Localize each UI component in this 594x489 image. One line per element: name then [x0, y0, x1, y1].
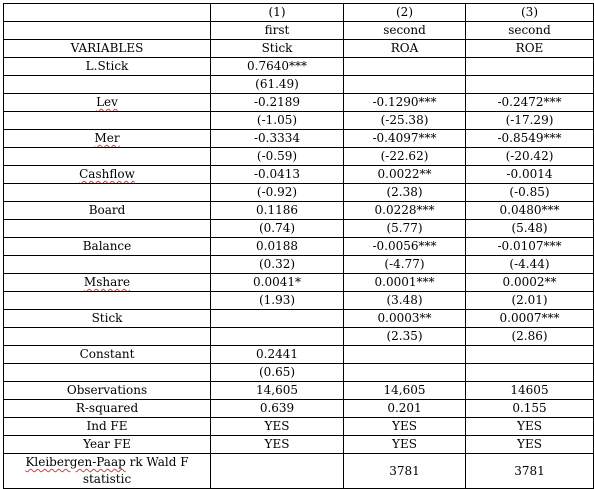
t-statistic-cell: (0.74) [211, 220, 344, 238]
t-statistic-cell: (5.48) [466, 220, 594, 238]
coefficient-cell: 0.0001*** [344, 274, 466, 292]
t-statistic-cell: (-4.44) [466, 256, 594, 274]
row-label-cell [4, 22, 211, 40]
variable-label: L.Stick [4, 58, 211, 76]
empty-label-cell [4, 220, 211, 238]
variable-label-text: Mer [94, 131, 120, 145]
row-label-cell: VARIABLES [4, 40, 211, 58]
statistic-cell: 0.639 [211, 400, 344, 418]
coefficient-cell: 0.1186 [211, 202, 344, 220]
t-statistic-row [4, 220, 594, 238]
coefficient-row [4, 58, 594, 76]
statistic-cell: 3781 [466, 454, 594, 489]
t-statistic-row [4, 364, 594, 382]
variable-label [4, 274, 211, 292]
coefficient-row [4, 94, 594, 112]
empty-label-cell [4, 184, 211, 202]
header-cell-3: second [466, 22, 594, 40]
variable-label: Board [4, 202, 211, 220]
variable-label-text: Mshare [83, 275, 131, 289]
header-stage [4, 22, 594, 40]
t-statistic-cell: (3.48) [344, 292, 466, 310]
t-statistic-cell: (0.32) [211, 256, 344, 274]
t-statistic-cell: (2.38) [344, 184, 466, 202]
t-statistic-cell: (2.01) [466, 292, 594, 310]
variable-label [4, 166, 211, 184]
coefficient-cell [466, 346, 594, 364]
header-cell-2: (2) [344, 4, 466, 22]
t-statistic-cell: (-0.92) [211, 184, 344, 202]
variable-label-text: Cashflow [79, 167, 135, 181]
t-statistic-row [4, 328, 594, 346]
coefficient-cell: -0.2189 [211, 94, 344, 112]
statistic-label: Kleibergen-Paap rk Wald F statistic [4, 454, 211, 489]
header-cell-3: (3) [466, 4, 594, 22]
t-statistic-cell: (5.77) [344, 220, 466, 238]
coefficient-row [4, 238, 594, 256]
t-statistic-cell: (2.86) [466, 328, 594, 346]
coefficient-cell: -0.0107*** [466, 238, 594, 256]
coefficient-cell: -0.8549*** [466, 130, 594, 148]
coefficient-cell [344, 346, 466, 364]
t-statistic-row [4, 184, 594, 202]
coefficient-cell: 0.7640*** [211, 58, 344, 76]
coefficient-row [4, 202, 594, 220]
header-cell-3: ROE [466, 40, 594, 58]
t-statistic-row [4, 112, 594, 130]
variable-label [4, 94, 211, 112]
variable-label [4, 130, 211, 148]
t-statistic-cell: (-1.05) [211, 112, 344, 130]
t-statistic-cell: (-17.29) [466, 112, 594, 130]
weak-instrument-test-row [4, 454, 594, 489]
kleibergen-paap-word: Kleibergen-Paap [25, 455, 126, 469]
coefficient-cell: -0.0014 [466, 166, 594, 184]
t-statistic-cell: (1.93) [211, 292, 344, 310]
statistics-row [4, 418, 594, 436]
t-statistic-row [4, 292, 594, 310]
t-statistic-cell: (-22.62) [344, 148, 466, 166]
t-statistic-cell: (0.65) [211, 364, 344, 382]
statistic-cell: YES [344, 418, 466, 436]
header-cell-1: (1) [211, 4, 344, 22]
t-statistic-cell: (2.35) [344, 328, 466, 346]
statistic-label: R-squared [4, 400, 211, 418]
statistic-cell: YES [211, 436, 344, 454]
regression-table [3, 3, 594, 489]
coefficient-row [4, 130, 594, 148]
coefficient-cell: 0.0022** [344, 166, 466, 184]
t-statistic-cell: (61.49) [211, 76, 344, 94]
statistic-cell: YES [211, 418, 344, 436]
coefficient-cell [211, 310, 344, 328]
coefficient-row [4, 346, 594, 364]
variable-label: Constant [4, 346, 211, 364]
coefficient-cell: -0.2472*** [466, 94, 594, 112]
statistic-cell: YES [466, 418, 594, 436]
regression-table-body [4, 4, 594, 489]
header-cell-1: Stick [211, 40, 344, 58]
variable-label: Balance [4, 238, 211, 256]
statistics-row [4, 382, 594, 400]
t-statistic-row [4, 76, 594, 94]
statistic-cell: 14605 [466, 382, 594, 400]
header-dependent-variables [4, 40, 594, 58]
header-cell-1: first [211, 22, 344, 40]
statistic-label: Ind FE [4, 418, 211, 436]
coefficient-cell: 0.0002** [466, 274, 594, 292]
statistics-row [4, 436, 594, 454]
t-statistic-cell [344, 76, 466, 94]
empty-label-cell [4, 292, 211, 310]
statistic-label: Year FE [4, 436, 211, 454]
t-statistic-cell: (-25.38) [344, 112, 466, 130]
t-statistic-cell: (-0.85) [466, 184, 594, 202]
empty-label-cell [4, 328, 211, 346]
statistic-cell: YES [466, 436, 594, 454]
empty-label-cell [4, 76, 211, 94]
row-label-cell [4, 4, 211, 22]
t-statistic-cell [344, 364, 466, 382]
statistic-cell [211, 454, 344, 489]
coefficient-cell: -0.0056*** [344, 238, 466, 256]
statistic-cell: 3781 [344, 454, 466, 489]
coefficient-cell: 0.2441 [211, 346, 344, 364]
statistic-cell: 14,605 [344, 382, 466, 400]
empty-label-cell [4, 112, 211, 130]
statistic-label: Observations [4, 382, 211, 400]
coefficient-row [4, 166, 594, 184]
empty-label-cell [4, 256, 211, 274]
statistic-cell: 0.155 [466, 400, 594, 418]
coefficient-cell: 0.0007*** [466, 310, 594, 328]
coefficient-cell: 0.0480*** [466, 202, 594, 220]
t-statistic-cell [211, 328, 344, 346]
coefficient-cell: 0.0228*** [344, 202, 466, 220]
coefficient-row [4, 310, 594, 328]
coefficient-cell: 0.0003** [344, 310, 466, 328]
t-statistic-cell: (-20.42) [466, 148, 594, 166]
coefficient-cell: -0.0413 [211, 166, 344, 184]
t-statistic-row [4, 148, 594, 166]
header-column-numbers [4, 4, 594, 22]
empty-label-cell [4, 364, 211, 382]
t-statistic-cell: (-0.59) [211, 148, 344, 166]
coefficient-cell: -0.1290*** [344, 94, 466, 112]
header-cell-2: second [344, 22, 466, 40]
variable-label: Stick [4, 310, 211, 328]
statistic-cell: 14,605 [211, 382, 344, 400]
coefficient-cell: -0.3334 [211, 130, 344, 148]
statistics-row [4, 400, 594, 418]
coefficient-cell: 0.0188 [211, 238, 344, 256]
header-cell-2: ROA [344, 40, 466, 58]
t-statistic-cell [466, 76, 594, 94]
t-statistic-row [4, 256, 594, 274]
t-statistic-cell [466, 364, 594, 382]
t-statistic-cell: (-4.77) [344, 256, 466, 274]
empty-label-cell [4, 148, 211, 166]
coefficient-cell: 0.0041* [211, 274, 344, 292]
coefficient-row [4, 274, 594, 292]
variable-label-text: Lev [96, 95, 118, 109]
statistic-cell: 0.201 [344, 400, 466, 418]
coefficient-cell [344, 58, 466, 76]
coefficient-cell [466, 58, 594, 76]
coefficient-cell: -0.4097*** [344, 130, 466, 148]
statistic-cell: YES [344, 436, 466, 454]
